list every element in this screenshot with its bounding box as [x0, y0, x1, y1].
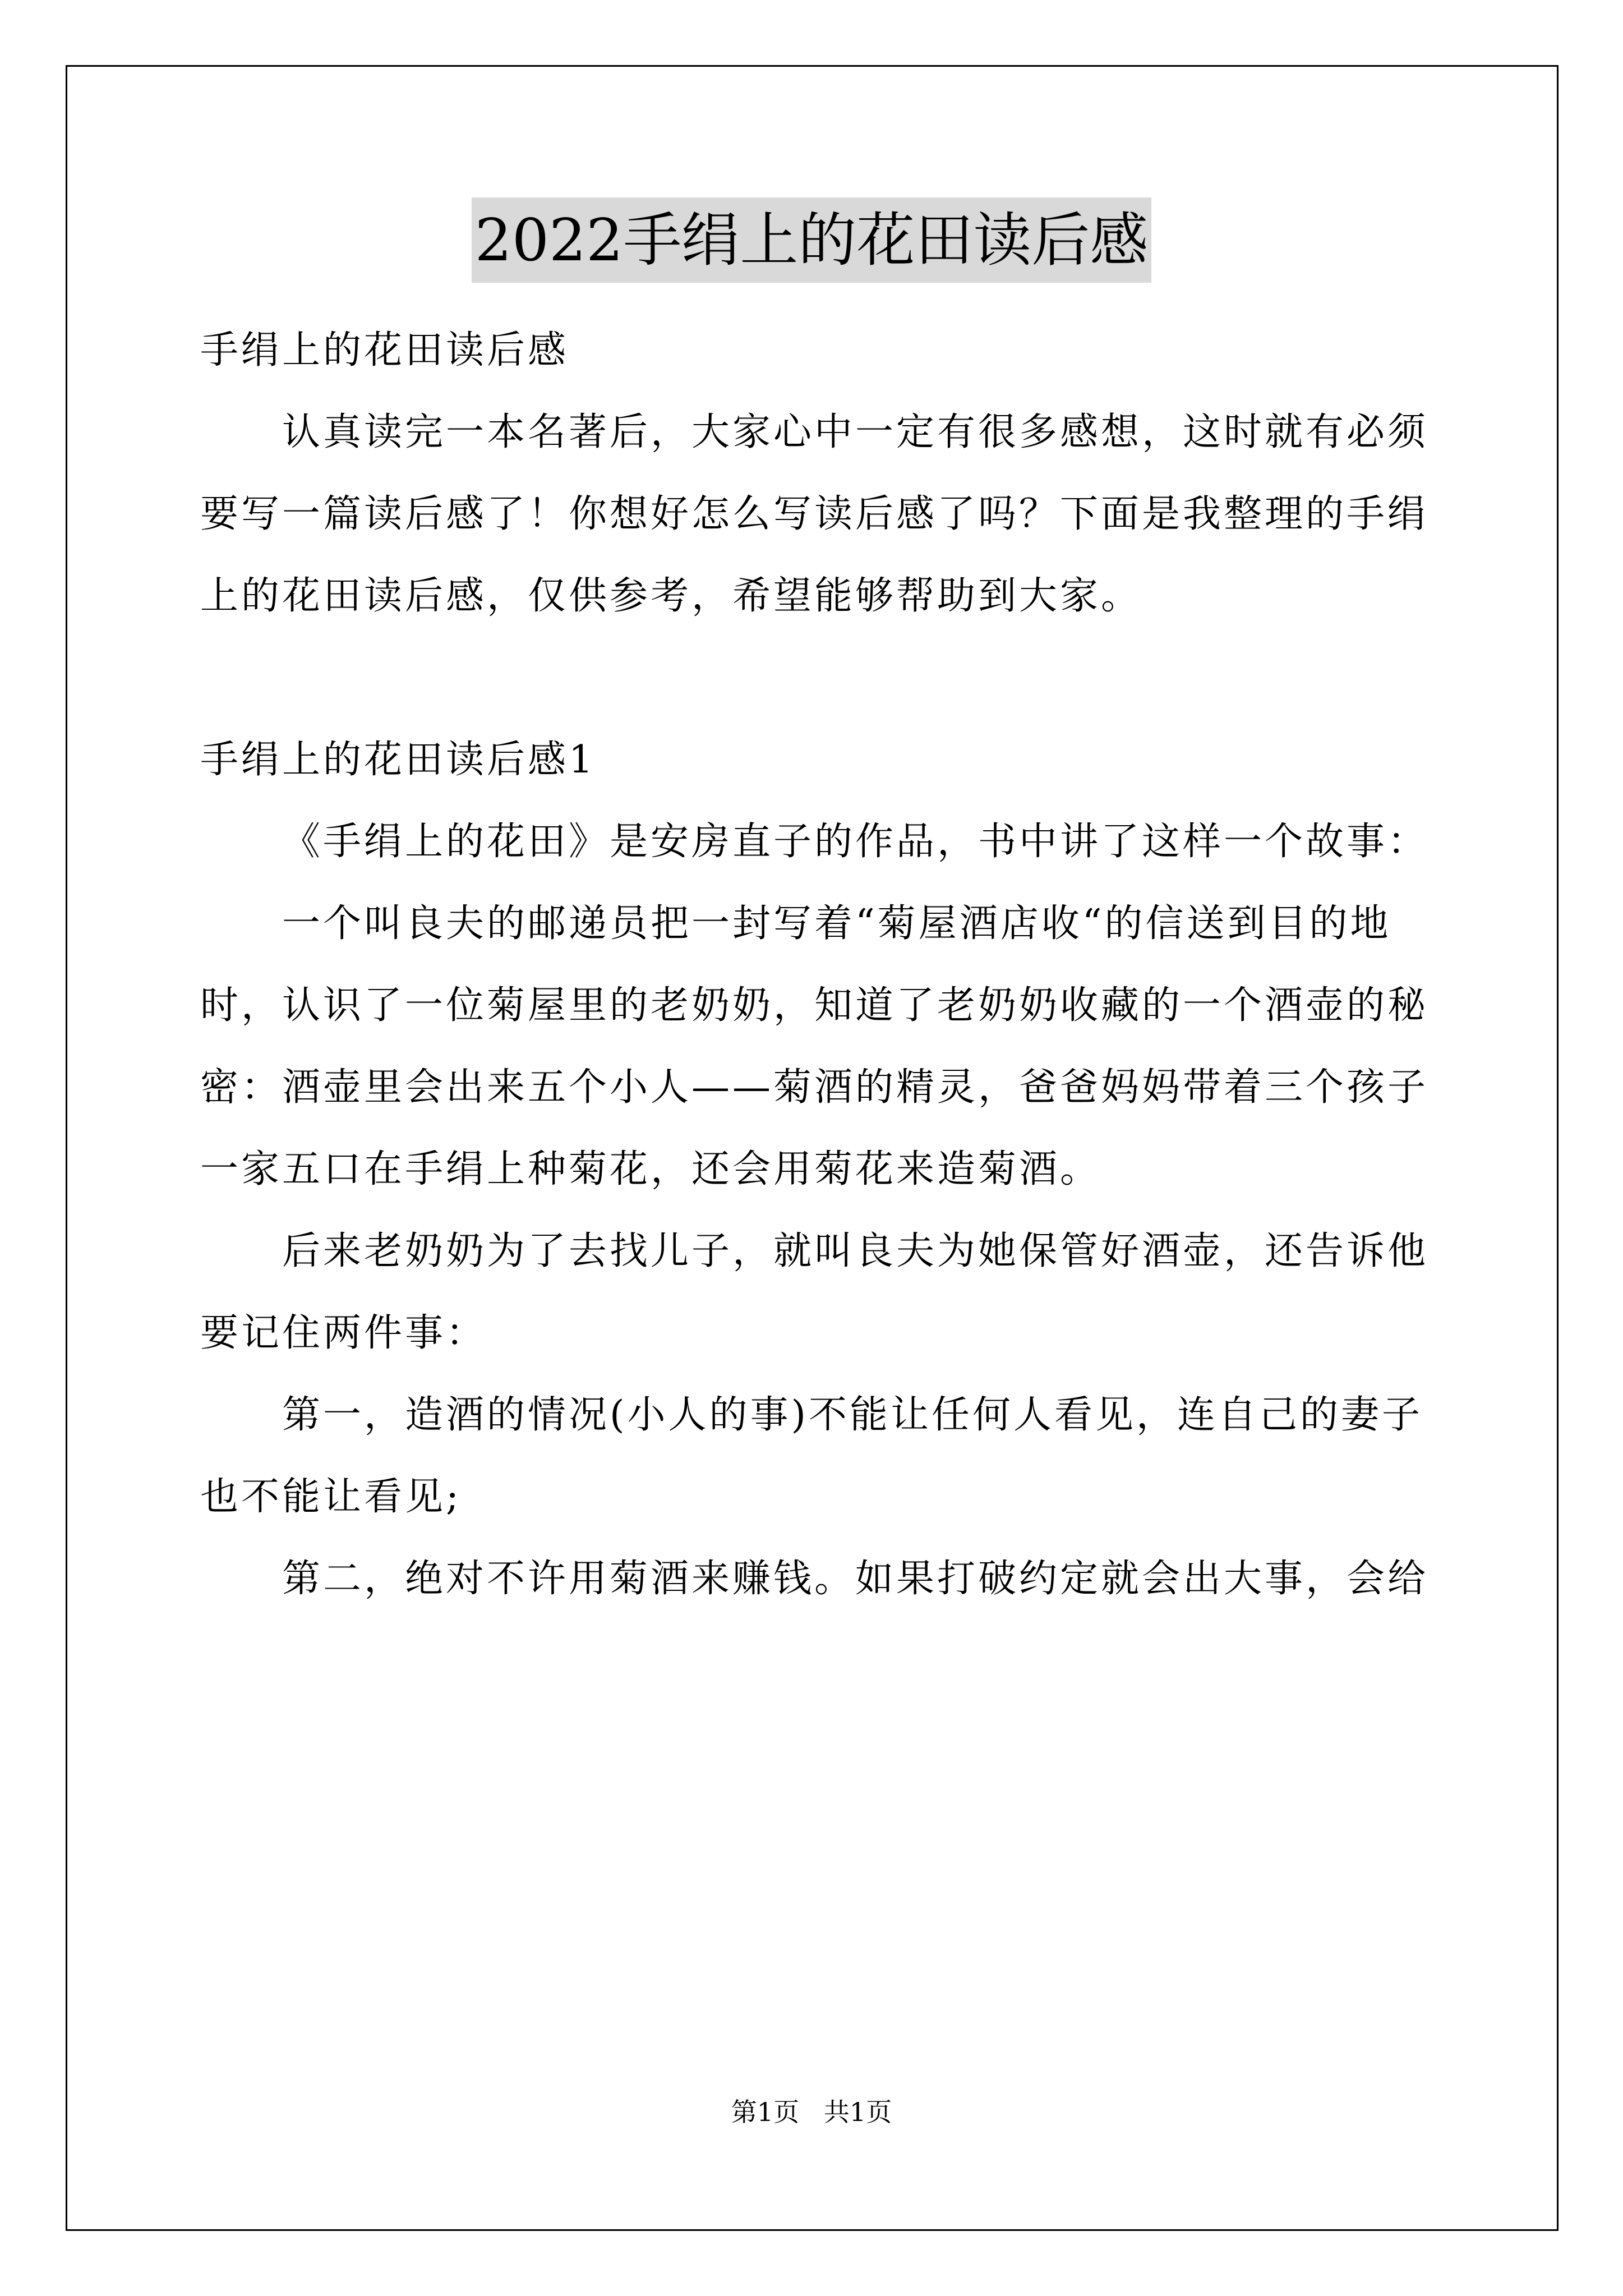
text-line: 手绢上的花田读后感1 — [200, 738, 596, 782]
text-line: 后来老奶奶为了去找儿子，就叫良夫为她保管好酒壶，还告诉他 — [282, 1229, 1429, 1273]
text-line: 第二，绝对不许用菊酒来赚钱。如果打破约定就会出大事，会给 — [282, 1557, 1429, 1601]
text-line: 《手绢上的花田》是安房直子的作品，书中讲了这样一个故事： — [282, 820, 1429, 864]
text-line: 第一，造酒的情况(小人的事)不能让任何人看见，连自己的妻子 — [282, 1393, 1423, 1437]
page-footer: 第1页 共1页 — [731, 2097, 892, 2127]
blank-line — [200, 637, 1432, 719]
text-line: 上的花田读后感，仅供参考，希望能够帮助到大家。 — [200, 574, 1142, 618]
title-container — [0, 197, 1623, 283]
document-body — [200, 310, 1432, 1620]
text-line: 认真读完一本名著后，大家心中一定有很多感想，这时就有必须 — [282, 410, 1429, 454]
text-line: 也不能让看见; — [200, 1475, 462, 1519]
text-line: 一个叫良夫的邮递员把一封写着“菊屋酒店收“的信送到目的地 — [282, 901, 1391, 946]
text-line: 要记住两件事： — [200, 1311, 487, 1355]
text-line: 手绢上的花田读后感 — [200, 328, 569, 372]
text-line: 密：酒壶里会出来五个小人——菊酒的精灵，爸爸妈妈带着三个孩子 — [200, 1065, 1429, 1110]
text-line: 时，认识了一位菊屋里的老奶奶，知道了老奶奶收藏的一个酒壶的秘 — [200, 983, 1429, 1028]
text-line: 要写一篇读后感了！你想好怎么写读后感了吗？下面是我整理的手绢 — [200, 492, 1429, 536]
text-line: 一家五口在手绢上种菊花，还会用菊花来造菊酒。 — [200, 1147, 1101, 1191]
document-title: 2022手绢上的花田读后感 — [472, 197, 1152, 283]
